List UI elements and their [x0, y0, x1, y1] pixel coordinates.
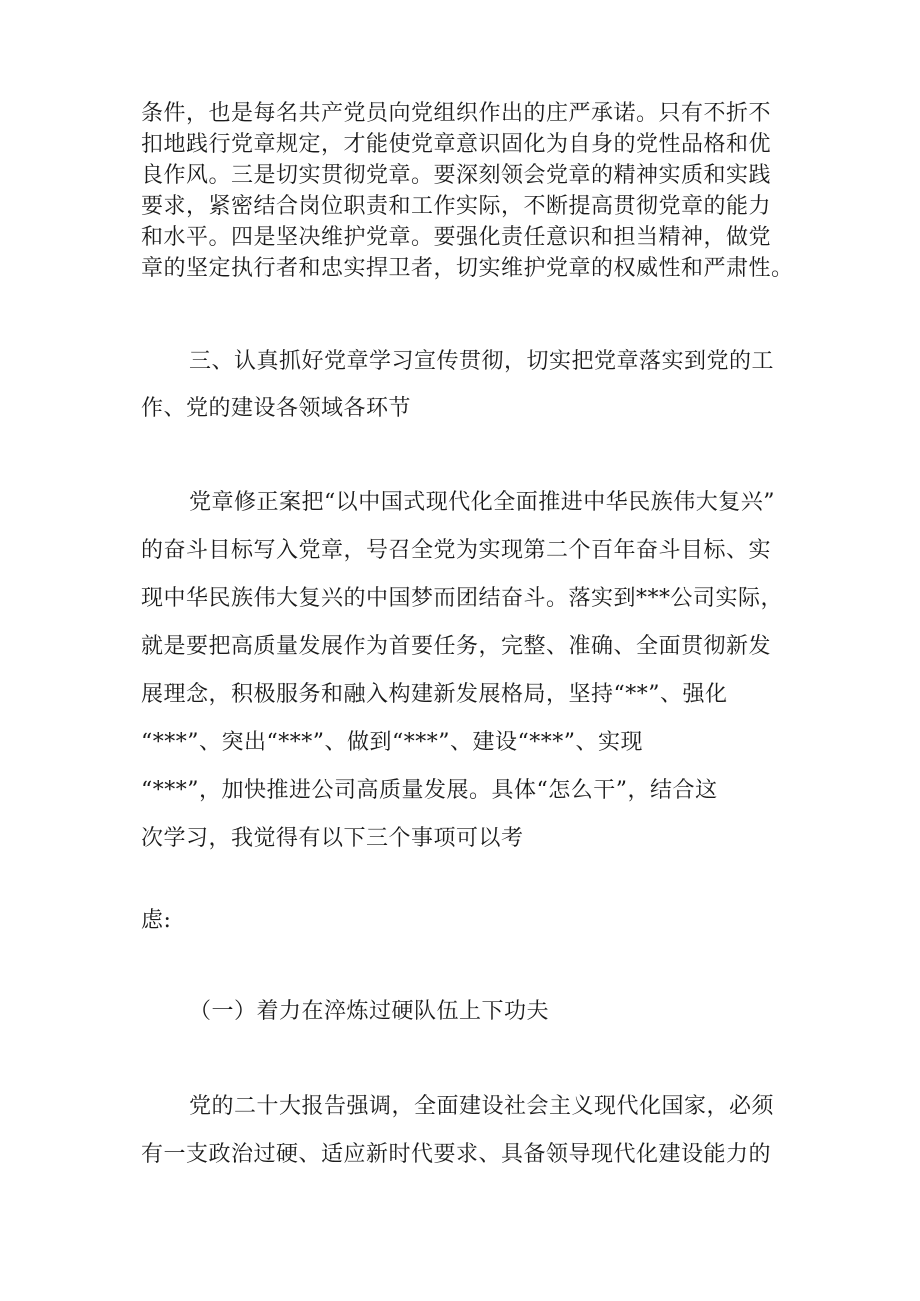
- text-line: 条件，也是每名共产党员向党组织作出的庄严承诺。只有不折不: [141, 101, 772, 126]
- text-line: “***”，加快推进公司高质量发展。具体“怎么干”，结合这: [141, 778, 718, 803]
- text-line: 就是要把高质量发展作为首要任务，完整、准确、全面贯彻新发: [141, 634, 772, 659]
- subheading: （一）着力在淬炼过硬队伍上下功夫: [189, 999, 550, 1024]
- text-line: 展理念，积极服务和融入构建新发展格局，坚持“**”、强化: [141, 682, 728, 707]
- section-heading: 三、认真抓好党章学习宣传贯彻，切实把党章落实到党的工: [189, 349, 775, 374]
- text-line: 次学习，我觉得有以下三个事项可以考: [141, 826, 524, 851]
- text-line: 要求，紧密结合岗位职责和工作实际，不断提高贯彻党章的能力: [141, 194, 772, 219]
- text-line: 有一支政治过硬、适应新时代要求、具备领导现代化建设能力的: [141, 1142, 772, 1167]
- text-line: 的奋斗目标写入党章，号召全党为实现第二个百年奋斗目标、实: [141, 538, 772, 563]
- text-line: “***”、突出“***”、做到“***”、建设“***”、实现: [141, 730, 643, 755]
- text-line: 和水平。四是坚决维护党章。要强化责任意识和担当精神，做党: [141, 225, 772, 250]
- text-line: 虑:: [141, 908, 172, 933]
- section-heading: 作、党的建设各领域各环节: [141, 396, 412, 421]
- text-line: 良作风。三是切实贯彻党章。要深刻领会党章的精神实质和实践: [141, 163, 772, 188]
- text-line: 党的二十大报告强调，全面建设社会主义现代化国家，必须: [189, 1094, 775, 1119]
- text-line: 现中华民族伟大复兴的中国梦而团结奋斗。落实到***公司实际，: [141, 586, 784, 611]
- text-line: 扣地践行党章规定，才能使党章意识固化为自身的党性品格和优: [141, 132, 772, 157]
- text-line: 党章修正案把“以中国式现代化全面推进中华民族伟大复兴”: [189, 490, 775, 515]
- text-line: 章的坚定执行者和忠实捍卫者，切实维护党章的权威性和严肃性。: [141, 256, 794, 281]
